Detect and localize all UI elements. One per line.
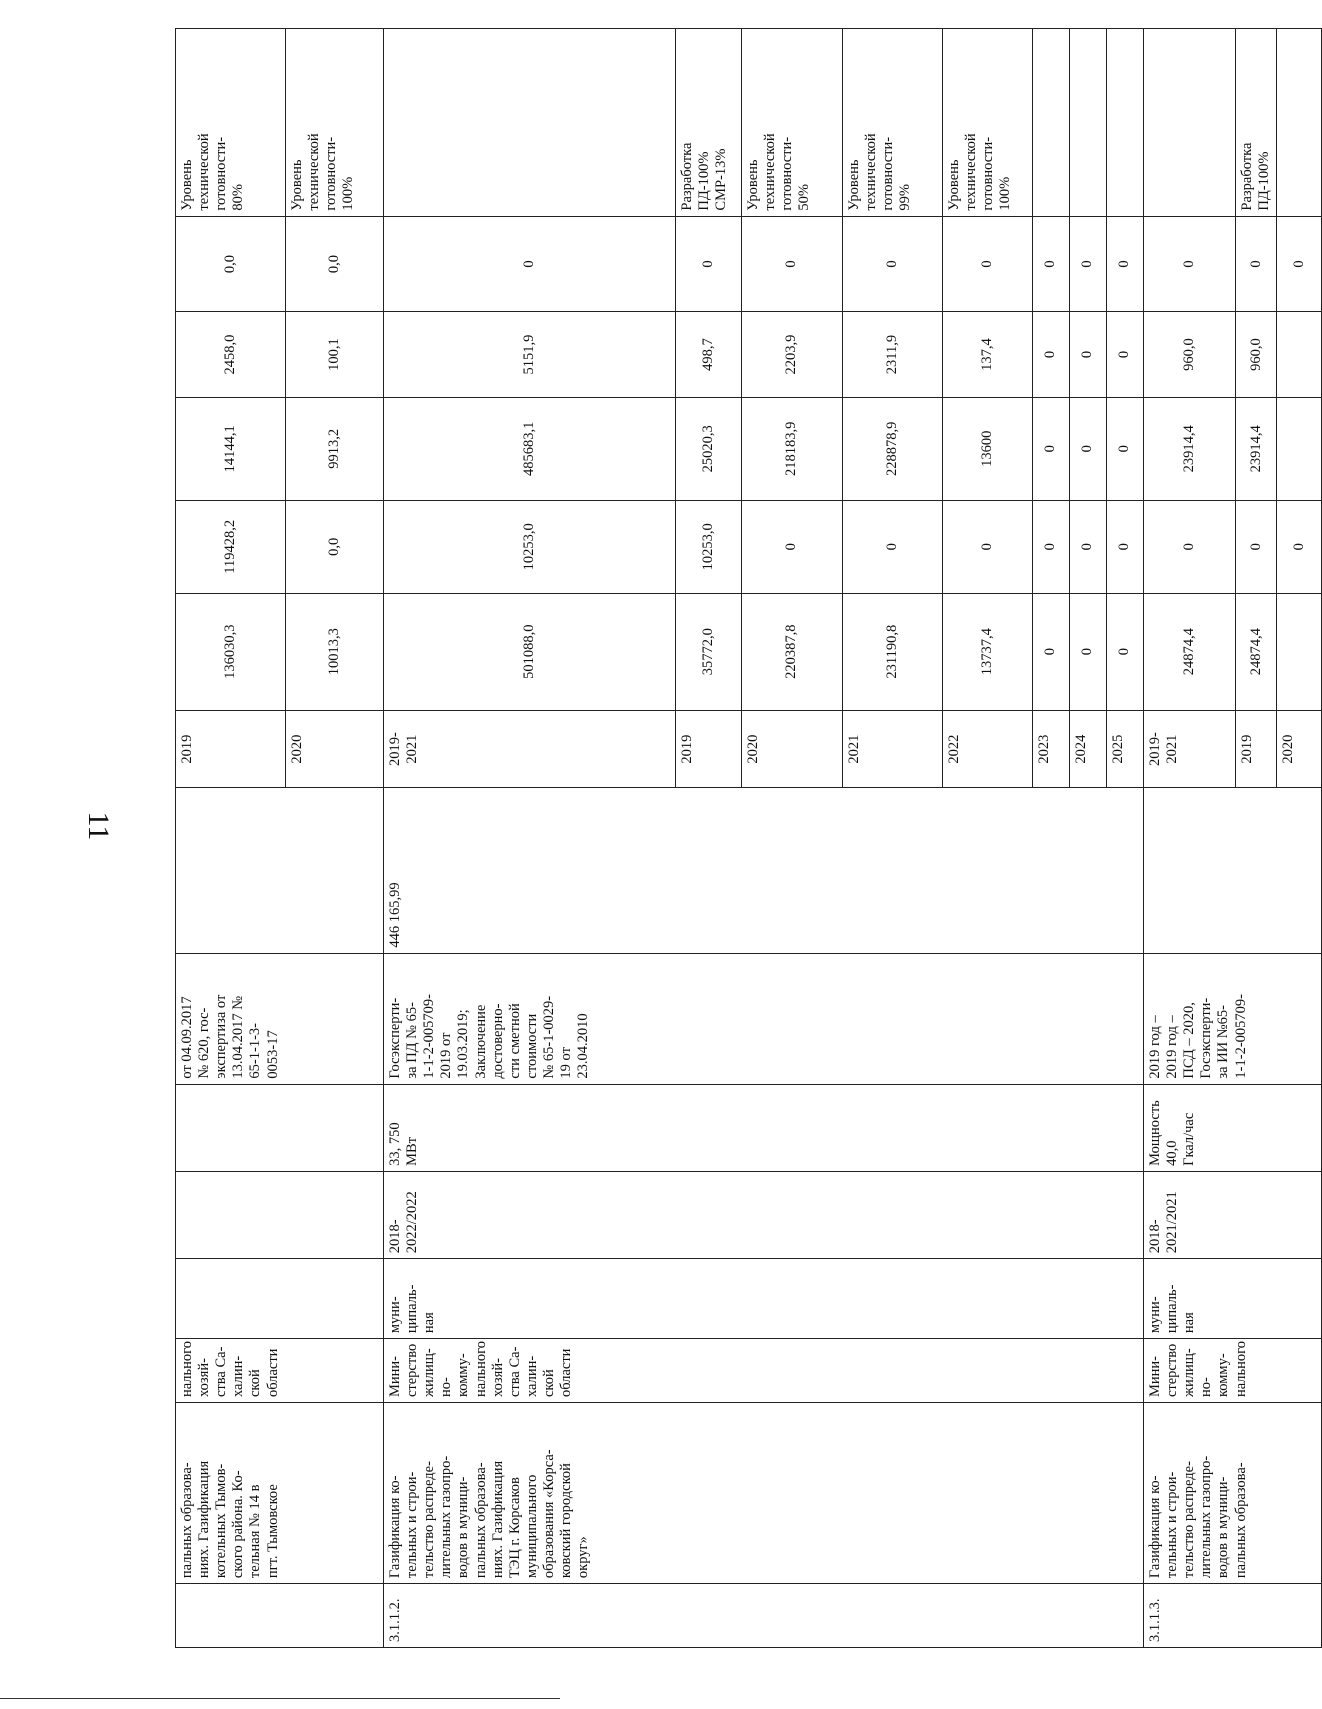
cell-local-budget: 0 — [1107, 312, 1144, 397]
cell-expected-result: Уровень технической готовности- 50% — [742, 29, 843, 217]
cell-extrabudgetary: 0 — [1277, 216, 1322, 312]
cell-regional-budget: 23914,4 — [1236, 397, 1277, 500]
cell-measure-name: пальных образова- ниях. Газификация котельных Тымов- ского района. Ко- тельная № 14 в пгт. Тымовское — [176, 1403, 384, 1584]
cell-documentation: Госэксперти- за ПД № 65- 1-1-2-005709- 2019 от 19.03.2019; Заключение достоверно- сти сметной стоимости № 65-1-0029- 19 от 23.04.2010 — [384, 953, 1144, 1084]
cell-total-amount: 0 — [1070, 593, 1107, 710]
cell-local-budget: 2458,0 — [176, 312, 286, 397]
cell-total-amount: 501088,0 — [384, 593, 676, 710]
cell-expected-result: Уровень технической готовности- 80% — [176, 29, 286, 217]
cell-federal-budget: 10253,0 — [384, 500, 676, 593]
cell-regional-budget: 228878,9 — [843, 397, 943, 500]
cell-federal-budget: 0 — [1144, 500, 1236, 593]
cell-ownership-form: муни- ципаль- ная — [384, 1259, 1144, 1339]
cell-year: 2021 — [843, 710, 943, 788]
rotated-table-container — [175, 28, 1307, 1648]
cell-extrabudgetary: 0,0 — [176, 216, 286, 312]
cell-expected-result: Уровень технической готовности- 99% — [843, 29, 943, 217]
cell-executor: Мини- стерство жилищ- но- комму- нального — [1144, 1339, 1322, 1403]
cell-total-amount: 10013,3 — [286, 593, 384, 710]
cell-measure-name: Газификация ко- тельных и строи- тельство распреде- лительных газопро- водов в муници- пальных образова- — [1144, 1403, 1322, 1584]
cell-total-amount: 136030,3 — [176, 593, 286, 710]
cell-year: 2020 — [742, 710, 843, 788]
cell-year: 2019 — [676, 710, 742, 788]
cell-year: 2022 — [943, 710, 1033, 788]
cell-extrabudgetary: 0 — [676, 216, 742, 312]
cell-year: 2019- 2021 — [384, 710, 676, 788]
cell-expected-result — [1070, 29, 1107, 217]
cell-extrabudgetary: 0 — [1144, 216, 1236, 312]
cell-extrabudgetary: 0 — [943, 216, 1033, 312]
cell-executor: Мини- стерство жилищ- но- комму- нального хозяй- ства Са- халин- ской области — [384, 1339, 1144, 1403]
cell-regional-budget: 13600 — [943, 397, 1033, 500]
cell-federal-budget: 0 — [1070, 500, 1107, 593]
cell-local-budget: 137,4 — [943, 312, 1033, 397]
cell-local-budget: 2311,9 — [843, 312, 943, 397]
cell-expected-result: Уровень технической готовности- 100% — [943, 29, 1033, 217]
table-row — [1144, 29, 1236, 1648]
cell-federal-budget: 0,0 — [286, 500, 384, 593]
cell-expected-result — [384, 29, 676, 217]
cell-construction-period — [176, 1171, 384, 1258]
cell-expected-result — [1033, 29, 1070, 217]
cell-expected-result: Разработка ПД-100% СМР-13% — [676, 29, 742, 217]
cell-local-budget: 100,1 — [286, 312, 384, 397]
cell-estimated-cost — [1144, 788, 1322, 953]
cell-item-number: 3.1.1.3. — [1144, 1584, 1322, 1648]
cell-total-amount: 24874,4 — [1236, 593, 1277, 710]
cell-federal-budget: 0 — [1277, 500, 1322, 593]
cell-extrabudgetary: 0 — [384, 216, 676, 312]
table-row — [176, 29, 286, 1648]
cell-expected-result: Разработка ПД-100% — [1236, 29, 1277, 217]
cell-total-amount: 220387,8 — [742, 593, 843, 710]
cell-extrabudgetary: 0 — [843, 216, 943, 312]
cell-federal-budget: 0 — [1107, 500, 1144, 593]
cell-item-number — [176, 1584, 384, 1648]
cell-executor: нального хозяй- ства Са- халин- ской области — [176, 1339, 384, 1403]
cell-local-budget — [1277, 312, 1322, 397]
cell-regional-budget: 9913,2 — [286, 397, 384, 500]
cell-total-amount: 35772,0 — [676, 593, 742, 710]
cell-ownership-form — [176, 1259, 384, 1339]
cell-federal-budget: 0 — [843, 500, 943, 593]
cell-year: 2019 — [176, 710, 286, 788]
cell-regional-budget: 23914,4 — [1144, 397, 1236, 500]
cell-extrabudgetary: 0 — [1107, 216, 1144, 312]
cell-extrabudgetary: 0 — [1070, 216, 1107, 312]
program-table — [175, 28, 1322, 1648]
cell-year: 2024 — [1070, 710, 1107, 788]
cell-year: 2020 — [1277, 710, 1322, 788]
cell-local-budget: 0 — [1070, 312, 1107, 397]
cell-total-amount: 24874,4 — [1144, 593, 1236, 710]
cell-expected-result: Уровень технической готовности- 100% — [286, 29, 384, 217]
cell-total-amount: 231190,8 — [843, 593, 943, 710]
cell-federal-budget: 0 — [1033, 500, 1070, 593]
cell-total-amount: 0 — [1033, 593, 1070, 710]
cell-year: 2019 — [1236, 710, 1277, 788]
cell-measure-name: Газификация ко- тельных и строи- тельство распреде- лительных газопро- водов в муници- пальных образова- ниях. Газификация ТЭЦ г. Корсаков муниципального образования «Корса- ковский городской округ» — [384, 1403, 1144, 1584]
cell-regional-budget: 0 — [1033, 397, 1070, 500]
cell-regional-budget: 218183,9 — [742, 397, 843, 500]
cell-local-budget: 0 — [1033, 312, 1070, 397]
cell-estimated-cost: 446 165,99 — [384, 788, 1144, 953]
table-body — [176, 29, 1322, 1648]
cell-extrabudgetary: 0 — [1236, 216, 1277, 312]
cell-regional-budget: 0 — [1107, 397, 1144, 500]
table-row — [384, 29, 676, 1648]
cell-expected-result — [1277, 29, 1322, 217]
cell-estimated-cost — [176, 788, 384, 953]
cell-ownership-form: муни- ципаль- ная — [1144, 1259, 1322, 1339]
cell-local-budget: 960,0 — [1236, 312, 1277, 397]
cell-item-number: 3.1.1.2. — [384, 1584, 1144, 1648]
cell-regional-budget — [1277, 397, 1322, 500]
cell-year: 2025 — [1107, 710, 1144, 788]
cell-documentation: 2019 год – 2019 год – ПСД – 2020, Госэксперти- за ИИ №65- 1-1-2-005709- — [1144, 953, 1322, 1084]
cell-construction-period: 2018- 2021/2021 — [1144, 1171, 1322, 1258]
cell-local-budget: 2203,9 — [742, 312, 843, 397]
cell-year: 2019- 2021 — [1144, 710, 1236, 788]
cell-capacity: 33, 750 МВт — [384, 1084, 1144, 1171]
cell-regional-budget: 485683,1 — [384, 397, 676, 500]
cell-expected-result — [1107, 29, 1144, 217]
cell-local-budget: 5151,9 — [384, 312, 676, 397]
cell-total-amount — [1277, 593, 1322, 710]
cell-regional-budget: 0 — [1070, 397, 1107, 500]
cell-federal-budget: 0 — [943, 500, 1033, 593]
cell-extrabudgetary: 0 — [742, 216, 843, 312]
cell-year: 2020 — [286, 710, 384, 788]
cell-extrabudgetary: 0,0 — [286, 216, 384, 312]
cell-local-budget: 498,7 — [676, 312, 742, 397]
cell-regional-budget: 25020,3 — [676, 397, 742, 500]
cell-expected-result — [1144, 29, 1236, 217]
cell-total-amount: 13737,4 — [943, 593, 1033, 710]
cell-capacity — [176, 1084, 384, 1171]
page-number: 11 — [82, 811, 115, 841]
cell-capacity: Мощность 40,0 Гкал/час — [1144, 1084, 1322, 1171]
cell-regional-budget: 14144,1 — [176, 397, 286, 500]
cell-construction-period: 2018- 2022/2022 — [384, 1171, 1144, 1258]
cell-documentation: от 04.09.2017 № 620, гос- экспертиза от 13.04.2017 № 65-1-1-3- 0053-17 — [176, 953, 384, 1084]
cell-extrabudgetary: 0 — [1033, 216, 1070, 312]
cell-local-budget: 960,0 — [1144, 312, 1236, 397]
cell-federal-budget: 0 — [742, 500, 843, 593]
cell-federal-budget: 10253,0 — [676, 500, 742, 593]
scan-edge-line — [0, 1698, 560, 1699]
cell-federal-budget: 119428,2 — [176, 500, 286, 593]
cell-total-amount: 0 — [1107, 593, 1144, 710]
cell-year: 2023 — [1033, 710, 1070, 788]
cell-federal-budget: 0 — [1236, 500, 1277, 593]
